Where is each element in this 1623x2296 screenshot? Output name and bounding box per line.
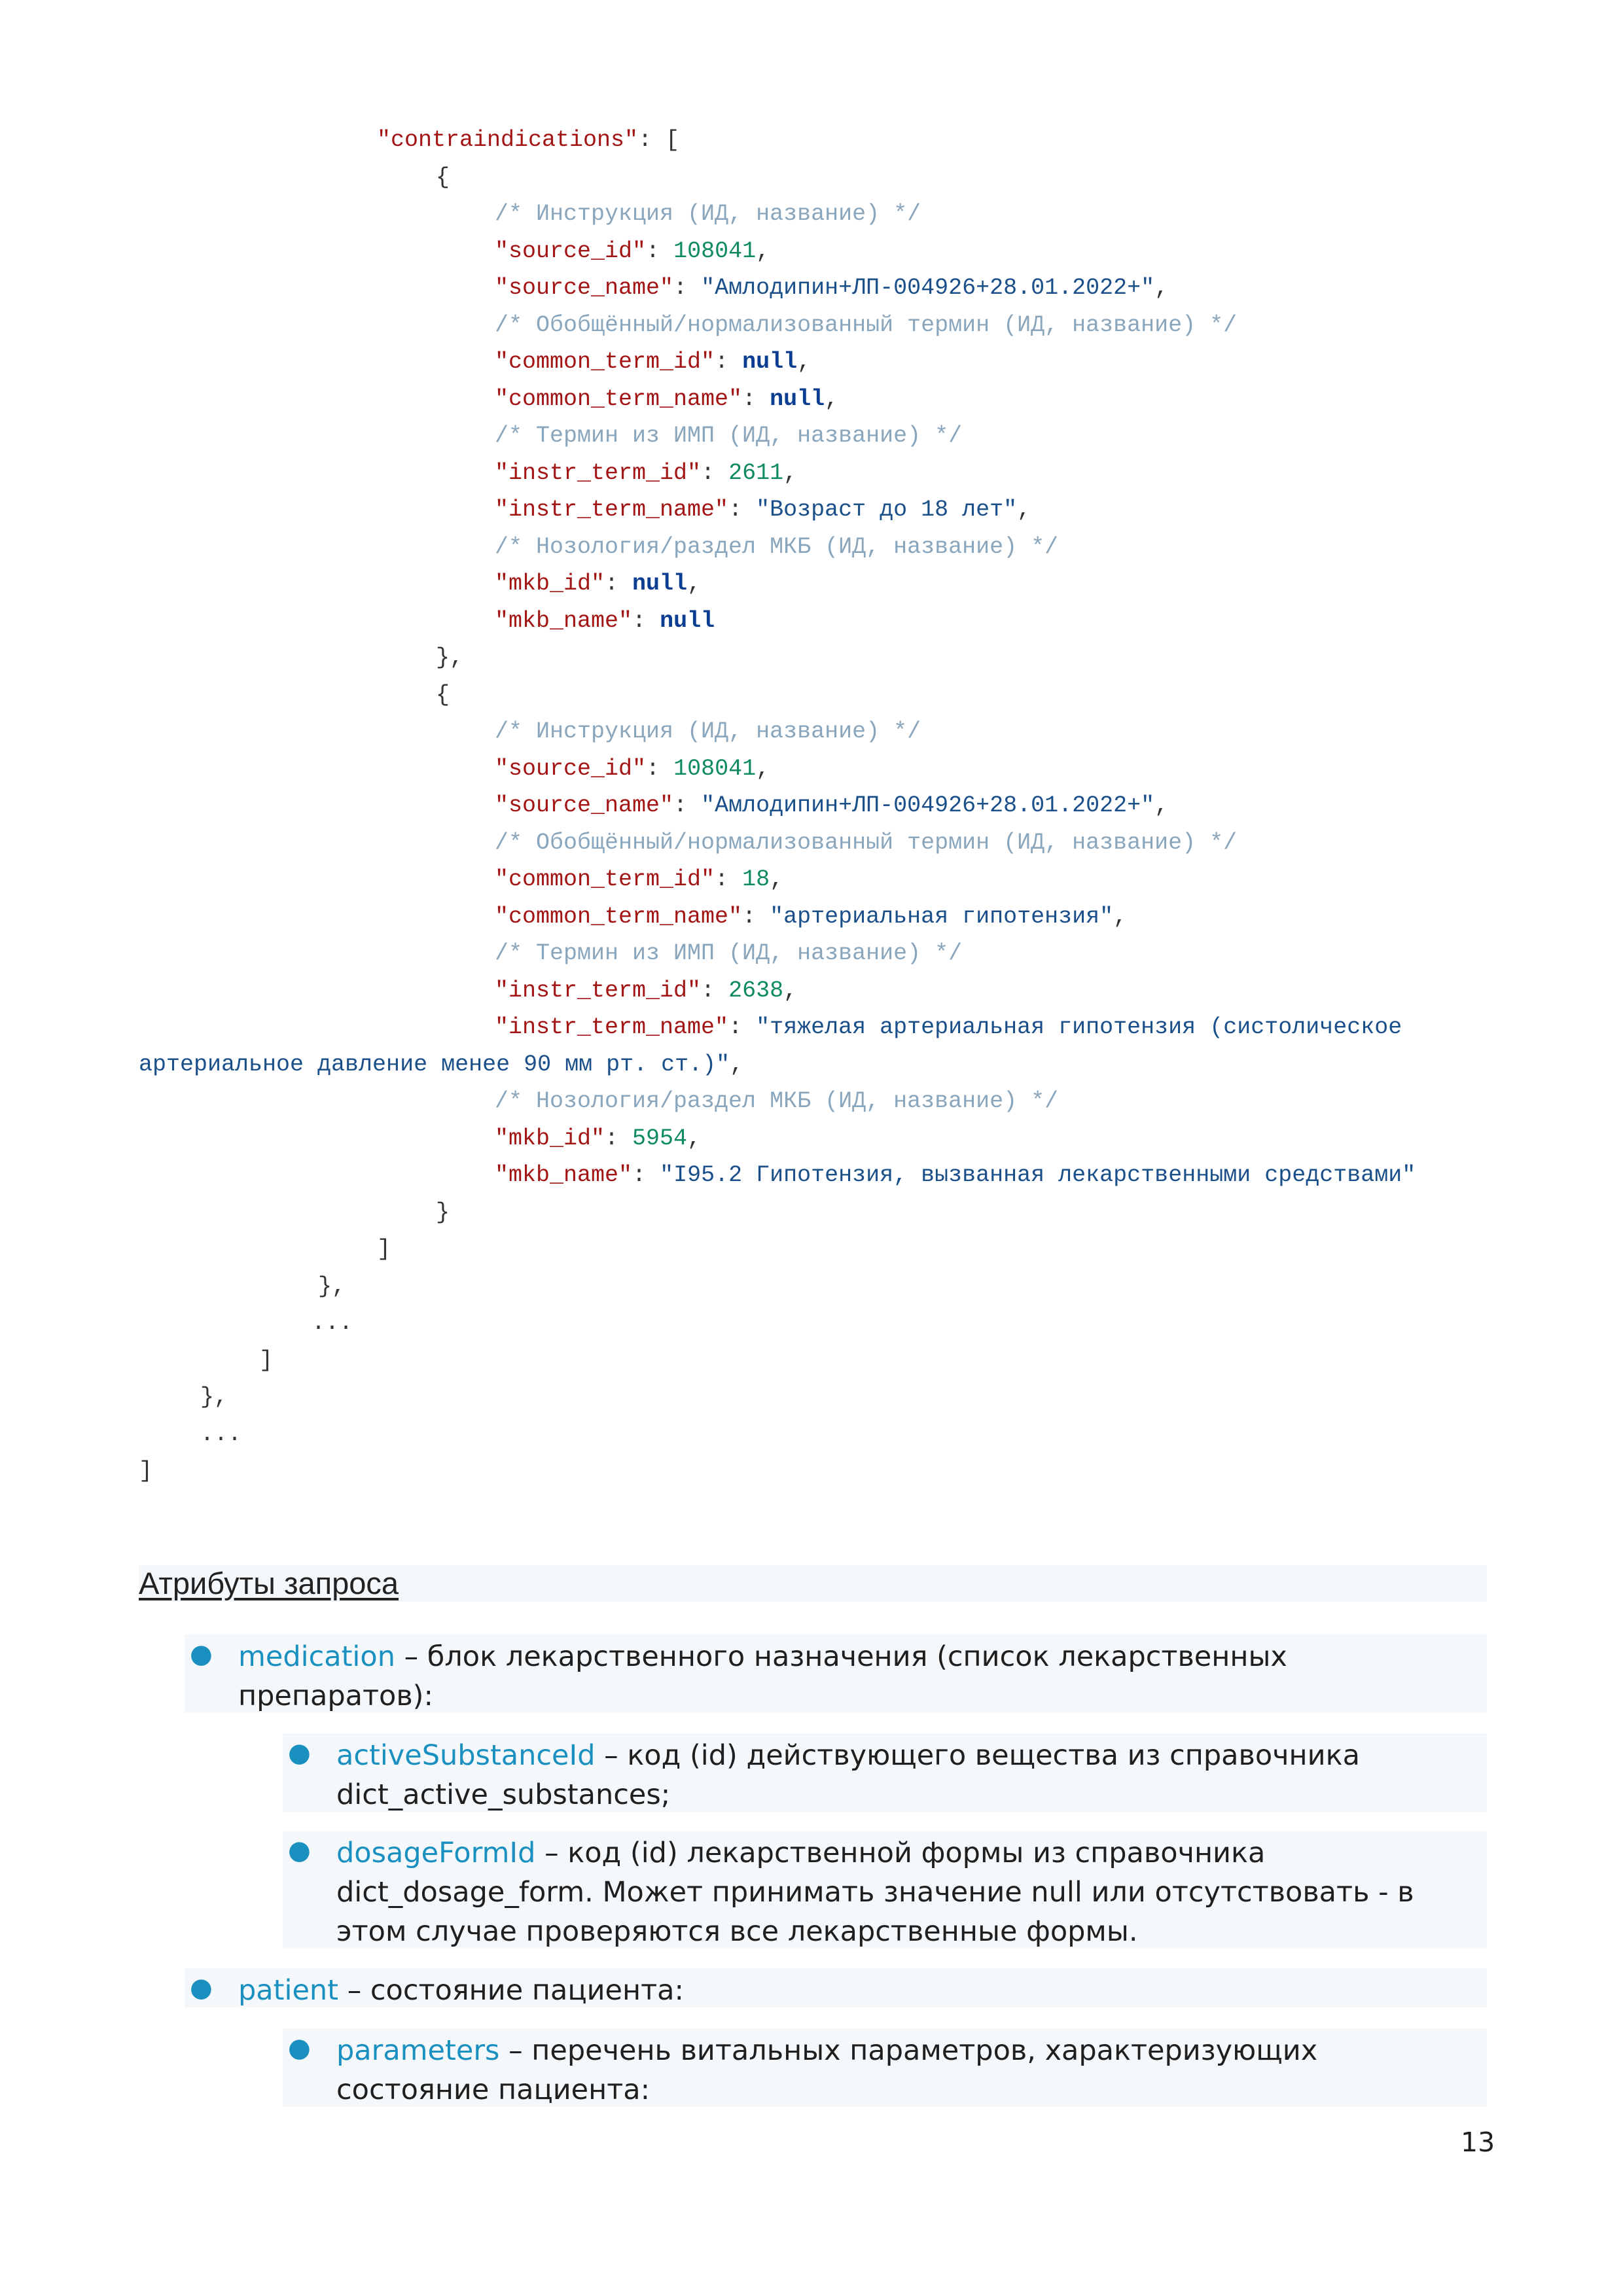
code-token: "mkb_name" [495,1162,633,1188]
list-item-patient [185,1968,1487,2007]
code-token: }, [318,1273,346,1299]
attribute-description: – блок лекарственного назначения (список лекарственных [395,1640,1287,1673]
code-line [0,270,1623,307]
code-token: 18 [742,866,770,892]
page-number: 13 [1461,2127,1495,2158]
attribute-description: – код (id) лекарственной формы из справочника [535,1837,1266,1869]
code-token: "source_id" [495,238,647,264]
code-line [0,1379,1623,1416]
list-item-medication [185,1634,1487,1713]
code-line [0,751,1623,788]
attribute-term: patient [238,1974,339,2007]
code-token: "common_term_name" [495,385,743,412]
code-token: : [715,349,743,375]
code-line [0,787,1623,824]
code-token: , [756,238,770,264]
code-line [0,307,1623,344]
code-line [0,122,1623,159]
code-token: ] [139,1458,153,1484]
attribute-description: – код (id) действующего вещества из справочника [595,1739,1360,1772]
code-token: : [701,977,729,1004]
code-token: , [1017,497,1031,523]
code-token: "Амлодипин+ЛП-004926+28.01.2022+" [701,275,1155,301]
attribute-term: activeSubstanceId [336,1739,596,1772]
code-token: , [687,1125,702,1152]
code-token: : [728,1014,757,1040]
bullet-icon: ● [190,1639,213,1669]
attribute-description-cont: dict_dosage_form. Может принимать значение null или отсутствовать - в [336,1876,1414,1909]
code-line [0,1194,1623,1231]
code-token: "instr_term_id" [495,977,702,1004]
code-token: ] [259,1347,274,1373]
attribute-description-cont: состояние пациента: [336,2074,651,2106]
code-token: : [742,903,770,930]
code-token: "common_term_id" [495,866,715,892]
code-token: "mkb_id" [495,571,605,597]
code-line [0,603,1623,640]
attribute-description: – состояние пациента: [338,1974,684,2007]
code-token: null [742,349,798,375]
code-line [0,713,1623,751]
code-line [0,196,1623,233]
code-token: }, [200,1384,228,1410]
code-token: , [756,755,770,782]
code-line [0,1083,1623,1120]
code-token: "source_name" [495,275,674,301]
bullet-icon: ● [288,1738,311,1768]
code-token: : [715,866,743,892]
code-line [0,1231,1623,1268]
attribute-description-cont: dict_active_substances; [336,1778,671,1811]
json-code-block [0,122,1623,1490]
code-token: "source_id" [495,755,647,782]
code-token: : [605,1125,633,1152]
code-token: 2638 [728,977,784,1004]
code-token: } [436,1199,450,1226]
code-token: , [783,977,798,1004]
list-item-parameters [283,2028,1487,2107]
code-line [0,1046,1623,1084]
code-token: /* Нозология/раздел МКБ (ИД, название) */ [495,1088,1059,1114]
section-heading-background [139,1565,1487,1602]
code-token: : [632,1162,660,1188]
code-token: , [797,349,812,375]
attribute-description-cont: препаратов): [238,1680,433,1712]
code-token: "contraindications" [377,127,639,153]
code-token: null [660,607,715,634]
code-line [0,565,1623,603]
code-line [0,861,1623,898]
bullet-icon: ● [288,2033,311,2063]
code-token: : [632,607,660,634]
code-line [0,935,1623,972]
code-token: "mkb_id" [495,1125,605,1152]
code-token: "тяжелая артериальная гипотензия (систолическое [756,1014,1402,1040]
code-token: , [825,385,839,412]
code-token: 2611 [728,459,784,486]
code-token: "instr_term_id" [495,459,702,486]
code-token: /* Инструкция (ИД, название) */ [495,718,921,745]
code-token: "Возраст до 18 лет" [756,497,1018,523]
code-token: 108041 [673,238,757,264]
code-token: ... [200,1421,242,1447]
code-token: "common_term_id" [495,349,715,375]
code-token: "артериальная гипотензия" [770,903,1114,930]
code-token: { [436,164,450,190]
code-token: : [646,755,674,782]
code-line [0,159,1623,196]
code-line [0,1453,1623,1490]
code-token: null [632,571,688,597]
code-token: "instr_term_name" [495,497,729,523]
code-token: : [605,571,633,597]
code-token: "I95.2 Гипотензия, вызванная лекарственными средствами" [660,1162,1416,1188]
code-token: ] [377,1236,391,1262]
code-token: "mkb_name" [495,607,633,634]
code-token: /* Инструкция (ИД, название) */ [495,201,921,227]
attribute-term: parameters [336,2034,500,2067]
code-token: : [673,792,702,819]
code-token: "source_name" [495,792,674,819]
code-token: /* Обобщённый/нормализованный термин (ИД, название) */ [495,829,1238,856]
code-token: /* Нозология/раздел МКБ (ИД, название) */ [495,533,1059,560]
attribute-description-cont: этом случае проверяются все лекарственные формы. [336,1915,1138,1948]
list-item-dosage-form-id [283,1831,1487,1949]
code-token: : [742,385,770,412]
code-token: : [701,459,729,486]
code-token: артериальное давление менее 90 мм рт. ст.)" [139,1051,730,1078]
code-line [0,824,1623,862]
code-line [0,344,1623,381]
code-line [0,1416,1623,1453]
section-heading: Атрибуты запроса [139,1566,399,1600]
attribute-term: medication [238,1640,395,1673]
bullet-icon: ● [190,1973,213,2003]
code-token: 5954 [632,1125,688,1152]
code-line [0,455,1623,492]
code-token: , [770,866,784,892]
code-line [0,1157,1623,1194]
code-line [0,639,1623,677]
code-token: "common_term_name" [495,903,743,930]
code-line [0,898,1623,936]
code-token: : [728,497,757,523]
code-line [0,1305,1623,1342]
code-token: /* Обобщённый/нормализованный термин (ИД, название) */ [495,311,1238,338]
code-token: /* Термин из ИМП (ИД, название) */ [495,940,963,966]
code-token: : [ [638,127,680,153]
code-line [0,677,1623,714]
code-line [0,233,1623,270]
code-line [0,972,1623,1010]
code-token: ... [312,1310,353,1336]
code-line [0,417,1623,455]
code-token: , [687,571,702,597]
code-line [0,381,1623,418]
code-token: , [730,1051,744,1078]
code-token: , [1154,275,1169,301]
code-token: "instr_term_name" [495,1014,729,1040]
code-token: , [1113,903,1128,930]
code-token: "Амлодипин+ЛП-004926+28.01.2022+" [701,792,1155,819]
code-line [0,1120,1623,1157]
bullet-icon: ● [288,1835,311,1865]
code-token: { [436,681,450,708]
attribute-description: – перечень витальных параметров, характеризующих [499,2034,1318,2067]
code-token: }, [436,645,464,671]
code-line [0,1342,1623,1379]
code-token: , [1154,792,1169,819]
code-token: /* Термин из ИМП (ИД, название) */ [495,423,963,449]
code-line [0,529,1623,566]
code-token: , [783,459,798,486]
code-line [0,1009,1623,1046]
code-line [0,491,1623,529]
code-token: : [646,238,674,264]
code-token: : [673,275,702,301]
code-token: null [770,385,825,412]
attribute-term: dosageFormId [336,1837,536,1869]
list-item-active-substance-id [283,1733,1487,1812]
code-line [0,1268,1623,1305]
code-token: 108041 [673,755,757,782]
